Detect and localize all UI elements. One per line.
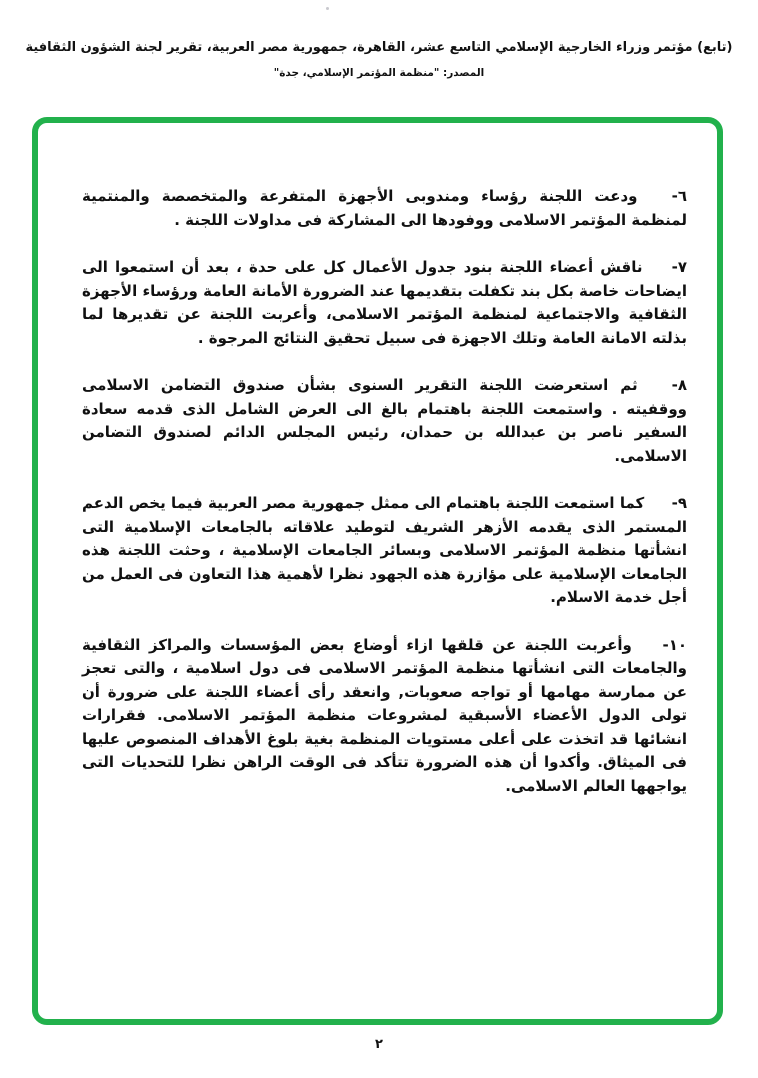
paragraph-6-text: ودعت اللجنة رؤساء ومندوبى الأجهزة المتفرعة والمتخصصة والمنتمية لمنظمة المؤتمر الاسلامى ووفودها الى المشاركة فى مداولات اللجنة .	[82, 187, 687, 229]
paragraph-9-text: كما استمعت اللجنة باهتمام الى ممثل جمهورية مصر العربية فيما يخص الدعم المستمر الذى يقدمه الأزهر الشريف لتوطيد علاقاته بالجامعات الإسلامية التى انشأتها منظمة المؤتمر الاسلامى وبسائر الجامعات الإسلامية ، وحثت اللجنة هذه الجامعات الإسلامية على مؤازرة هذه الجهود نظرا لأهمية هذا التعاون فى العمل من أجل خدمة الاسلام.	[82, 494, 687, 606]
paragraph-6	[82, 185, 687, 232]
paragraph-8-text: ثم استعرضت اللجنة التقرير السنوى بشأن صندوق التضامن الاسلامى ووقفيته . واستمعت اللجنة باهتمام بالغ الى العرض الشامل الذى قدمه سعادة السفير ناصر بن عبدالله بن حمدان، رئيس المجلس الدائم لصندوق التضامن الاسلامى.	[82, 376, 687, 465]
paragraph-7-number: ٧-	[671, 258, 687, 276]
paragraph-6-number: ٦-	[671, 187, 687, 205]
paragraph-10-text: وأعربت اللجنة عن قلقها ازاء أوضاع بعض المؤسسات والمراكز الثقافية والجامعات التى انشأتها منظمة المؤتمر الاسلامى فى دول اسلامية ، والتى تعجز عن ممارسة مهامها أو تواجه صعوبات, وانعقد رأى أعضاء اللجنة على ضرورة أن تولى الدول الأعضاء الأسبقية لمشروعات منظمة المؤتمر الاسلامى. فقرارات انشائها قد اتخذت على أعلى مستويات المنظمة بغية بلوغ الأهداف المنصوص عليها فى الميثاق. وأكدوا أن هذه الضرورة تتأكد فى الوقت الراهن نظرا للتحديات التى يواجهها العالم الاسلامى.	[82, 635, 687, 795]
paragraph-9-number: ٩-	[671, 494, 687, 512]
page-number: ٢	[375, 1037, 383, 1052]
document-title: (تابع) مؤتمر وزراء الخارجية الإسلامي التاسع عشر، القاهرة، جمهورية مصر العربية، تقرير لجنة الشؤون الثقافية	[25, 40, 733, 55]
paragraph-8-number: ٨-	[671, 376, 687, 394]
document-header	[0, 38, 758, 79]
source-line: المصدر: "منظمة المؤتمر الإسلامي، جدة"	[273, 66, 485, 79]
scan-artifact-dot	[326, 7, 329, 10]
paragraph-10-number: ١٠-	[662, 635, 687, 654]
report-text-block	[38, 123, 717, 798]
paragraph-8	[82, 374, 687, 468]
paragraph-7-text: ناقش أعضاء اللجنة بنود جدول الأعمال كل على حدة ، بعد أن استمعوا الى ايضاحات خاصة بكل بند تكفلت بتقديمها عند الضرورة الأمانة العامة ورؤساء الأجهزة الثقافية والاجتماعية لمنظمة المؤتمر الاسلامى، وأعربت اللجنة عن تقديرها لما بذلته الامانة العامة وتلك الاجهزة فى سبيل تحقيق النتائج المرجوة .	[82, 258, 687, 347]
paragraph-10	[82, 634, 687, 799]
green-border-frame	[32, 117, 723, 1025]
paragraph-9	[82, 492, 687, 610]
paragraph-7	[82, 256, 687, 350]
